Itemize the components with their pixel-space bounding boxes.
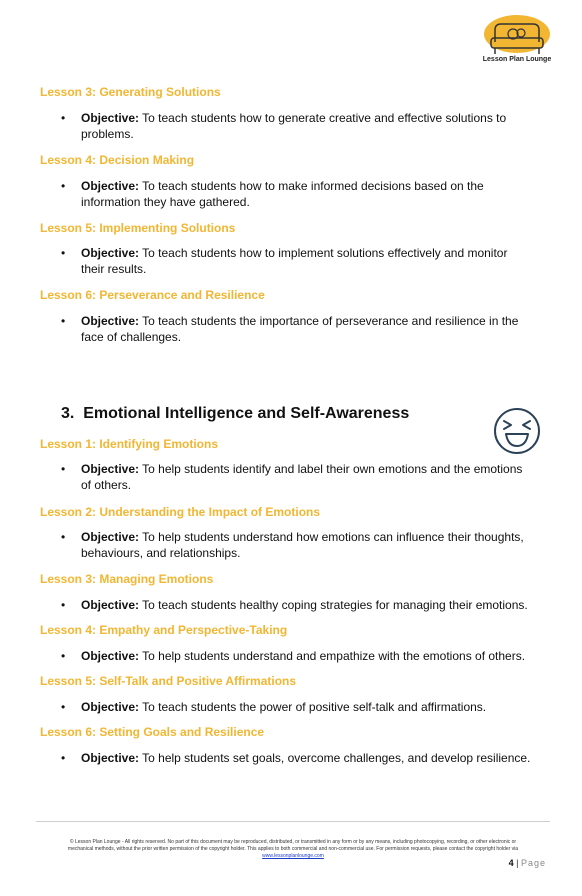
lesson-objective [81,110,551,142]
objective-text: To help students set goals, overcome challenges, and develop resilience. [142,751,531,765]
copyright-line-2: mechanical methods, without the prior written permission of the copyright holder. This applies to both commercial and non-commercial use. For permission requests, please contact the copyright holder via [67,846,519,852]
bullet: • [61,530,66,544]
objective-text-continued: problems. [81,127,134,141]
objective-text-continued: information they have gathered. [81,195,250,209]
lesson-objective [81,178,551,210]
lesson-objective [81,648,551,664]
bullet: • [61,700,66,714]
lesson-title: Lesson 3: Generating Solutions [40,85,221,99]
objective-label: Objective: [81,246,140,260]
laughing-face-icon [492,406,542,456]
objective-text: To teach students how to make informed decisions based on the [142,179,484,193]
objective-text-continued: their results. [81,262,147,276]
objective-text: To help students identify and label their own emotions and the emotions [142,462,523,476]
objective-text: To teach students how to generate creative and effective solutions to [142,111,507,125]
copyright-notice [40,839,546,860]
lesson-title: Lesson 6: Setting Goals and Resilience [40,725,265,739]
bullet: • [61,246,66,260]
objective-text: To teach students the importance of perseverance and resilience in the [142,314,519,328]
objective-label: Objective: [81,598,140,612]
section-title: Emotional Intelligence and Self-Awareness [83,405,410,422]
lesson-objective [81,245,551,277]
footer-divider [36,821,550,822]
objective-text-continued: face of challenges. [81,330,182,344]
objective-label: Objective: [81,649,140,663]
lesson-objective [81,750,551,766]
lesson-title: Lesson 6: Perseverance and Resilience [40,288,265,302]
page-number-value: 4 [508,858,514,868]
lesson-title: Lesson 3: Managing Emotions [40,572,214,586]
objective-text: To teach students healthy coping strategies for managing their emotions. [142,598,528,612]
bullet: • [61,649,66,663]
lesson-objective [81,597,551,613]
objective-text: To teach students how to implement solutions effectively and monitor [142,246,508,260]
bullet: • [61,462,66,476]
lesson-title: Lesson 5: Implementing Solutions [40,221,236,235]
page-separator: | [513,858,521,868]
bullet: • [61,111,66,125]
objective-text: To help students understand how emotions can influence their thoughts, [142,530,524,544]
copyright-line-1: © Lesson Plan Lounge - All rights reserved. No part of this document may be reproduced, distributed, or transmitted in any form or by any means, including photocopying, recording, or other electronic or [69,839,517,845]
objective-label: Objective: [81,751,140,765]
bullet: • [61,179,66,193]
objective-label: Objective: [81,314,140,328]
lesson-title: Lesson 2: Understanding the Impact of Emotions [40,505,321,519]
lesson-objective [81,313,551,345]
section-heading [61,405,409,423]
logo-text: Lesson Plan Lounge [482,56,552,63]
objective-label: Objective: [81,179,140,193]
objective-text-continued: behaviours, and relationships. [81,546,241,560]
bullet: • [61,314,66,328]
lesson-objective [81,461,551,493]
page-number [509,858,546,868]
lesson-title: Lesson 4: Empathy and Perspective-Taking [40,623,288,637]
objective-text: To help students understand and empathize with the emotions of others. [142,649,526,663]
lesson-title: Lesson 4: Decision Making [40,153,195,167]
objective-text: To teach students the power of positive self-talk and affirmations. [142,700,487,714]
section-number: 3. [61,405,75,422]
objective-text-continued: of others. [81,478,132,492]
bullet: • [61,751,66,765]
lesson-objective [81,699,551,715]
objective-label: Objective: [81,462,140,476]
lesson-title: Lesson 1: Identifying Emotions [40,437,219,451]
bullet: • [61,598,66,612]
website-link[interactable]: www.lessonplanlounge.com [262,853,324,859]
page-word: Page [520,858,546,868]
objective-label: Objective: [81,530,140,544]
objective-label: Objective: [81,700,140,714]
objective-label: Objective: [81,111,140,125]
lesson-objective [81,529,551,561]
lesson-title: Lesson 5: Self-Talk and Positive Affirmations [40,674,297,688]
